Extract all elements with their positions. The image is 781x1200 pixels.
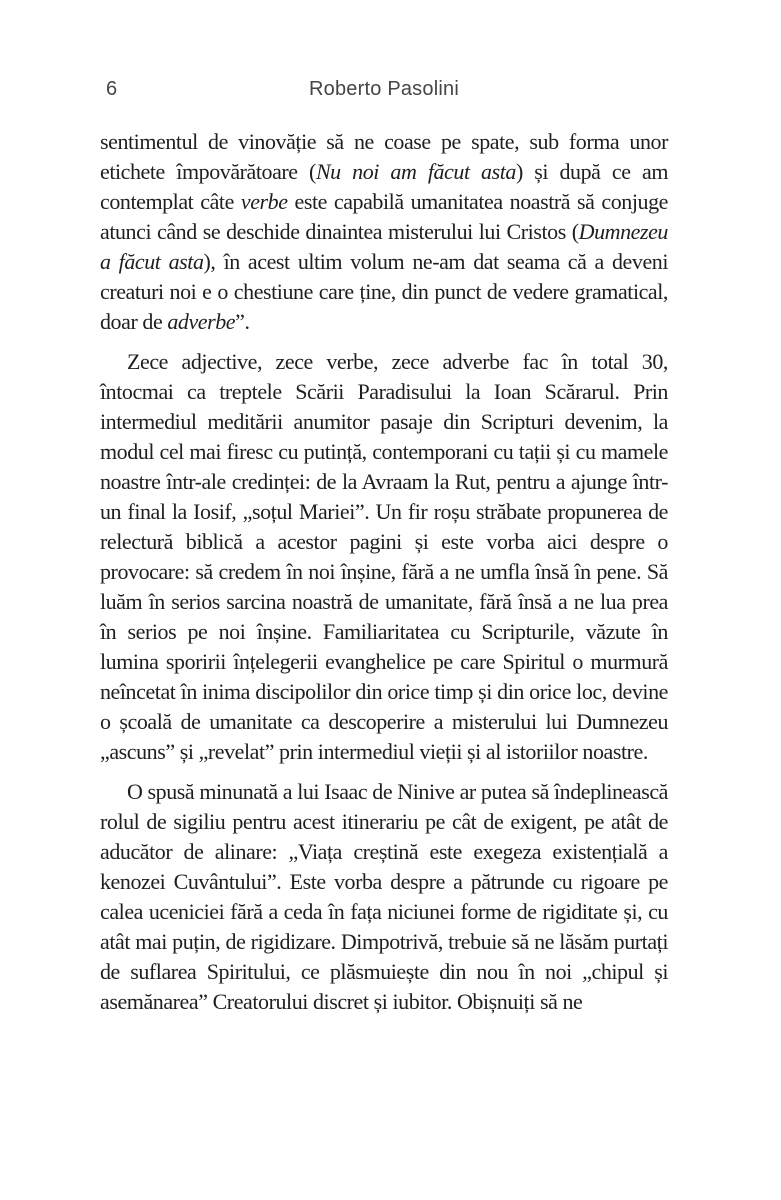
page-body bbox=[100, 127, 668, 1017]
text-segment: este capabilă umanitatea noastră să conjuge atunci când se deschide dinaintea misterului lui Cristos ( bbox=[100, 189, 668, 244]
paragraph-3 bbox=[100, 777, 668, 1017]
text-segment: Zece adjective, zece verbe, zece adverbe fac în total 30, întocmai ca treptele Scării Paradisului la Ioan Scărarul. Prin intermediul meditării anumitor pasaje din Scripturi devenim, la modul cel mai firesc cu putință, contemporani cu tații și cu mamele noastre într-ale credinței: de la Avraam la Rut, pentru a ajunge într-un final la Iosif, „soțul Mariei”. Un fir roșu străbate propunerea de relectură biblică a acestor pagini și este vorba aici despre o provocare: să credem în noi înșine, fără a ne umfla însă în pene. Să luăm în serios sarcina noastră de umanitate, fără însă a ne lua prea în serios pe noi înșine. Familiaritatea cu Scripturile, văzute în lumina sporirii înțelegerii evanghelice pe care Spiritul o murmură neîncetat în inima discipolilor din orice timp și din orice loc, devine o școală de umanitate ca descoperire a misterului lui Dumnezeu „ascuns” și „revelat” prin intermediul vieții și al istoriilor noastre. bbox=[100, 349, 668, 764]
paragraph-2 bbox=[100, 347, 668, 767]
running-header-title: Roberto Pasolini bbox=[309, 78, 459, 100]
paragraph-1 bbox=[100, 127, 668, 337]
text-segment: ”. bbox=[235, 309, 250, 334]
text-segment: O spusă minunată a lui Isaac de Ninive ar putea să îndeplinească rolul de sigiliu pentru acest itinerariu pe cât de exigent, pe atât de aducător de alinare: „Viața creștină este exegeza existențială a kenozei Cuvântului”. Este vorba despre a pătrunde cu rigoare pe calea uceniciei fără a ceda în fața niciunei forme de rigiditate și, cu atât mai puțin, de rigidizare. Dimpotrivă, trebuie să ne lăsăm purtați de suflarea Spiritului, ce plăsmuiește din nou în noi „chipul și asemănarea” Creatorului discret și iubitor. Obișnuiți să ne bbox=[100, 779, 668, 1014]
text-segment-italic: verbe bbox=[240, 189, 288, 214]
text-segment: ) și după ce am contemplat câte bbox=[100, 159, 668, 214]
text-segment-italic: adverbe bbox=[167, 309, 236, 334]
text-segment-italic: Dumnezeu a făcut asta bbox=[100, 219, 668, 274]
running-header bbox=[100, 78, 668, 106]
text-segment-italic: Nu noi am făcut asta bbox=[315, 159, 516, 184]
page-number: 6 bbox=[106, 78, 118, 100]
text-segment: ), în acest ultim volum ne-am dat seama că a deveni creaturi noi e o chestiune care ține, din punct de vedere gramatical, doar de bbox=[100, 249, 669, 334]
text-segment: sentimentul de vinovăție să ne coase pe spate, sub forma unor etichete împovărătoare ( bbox=[100, 129, 668, 184]
